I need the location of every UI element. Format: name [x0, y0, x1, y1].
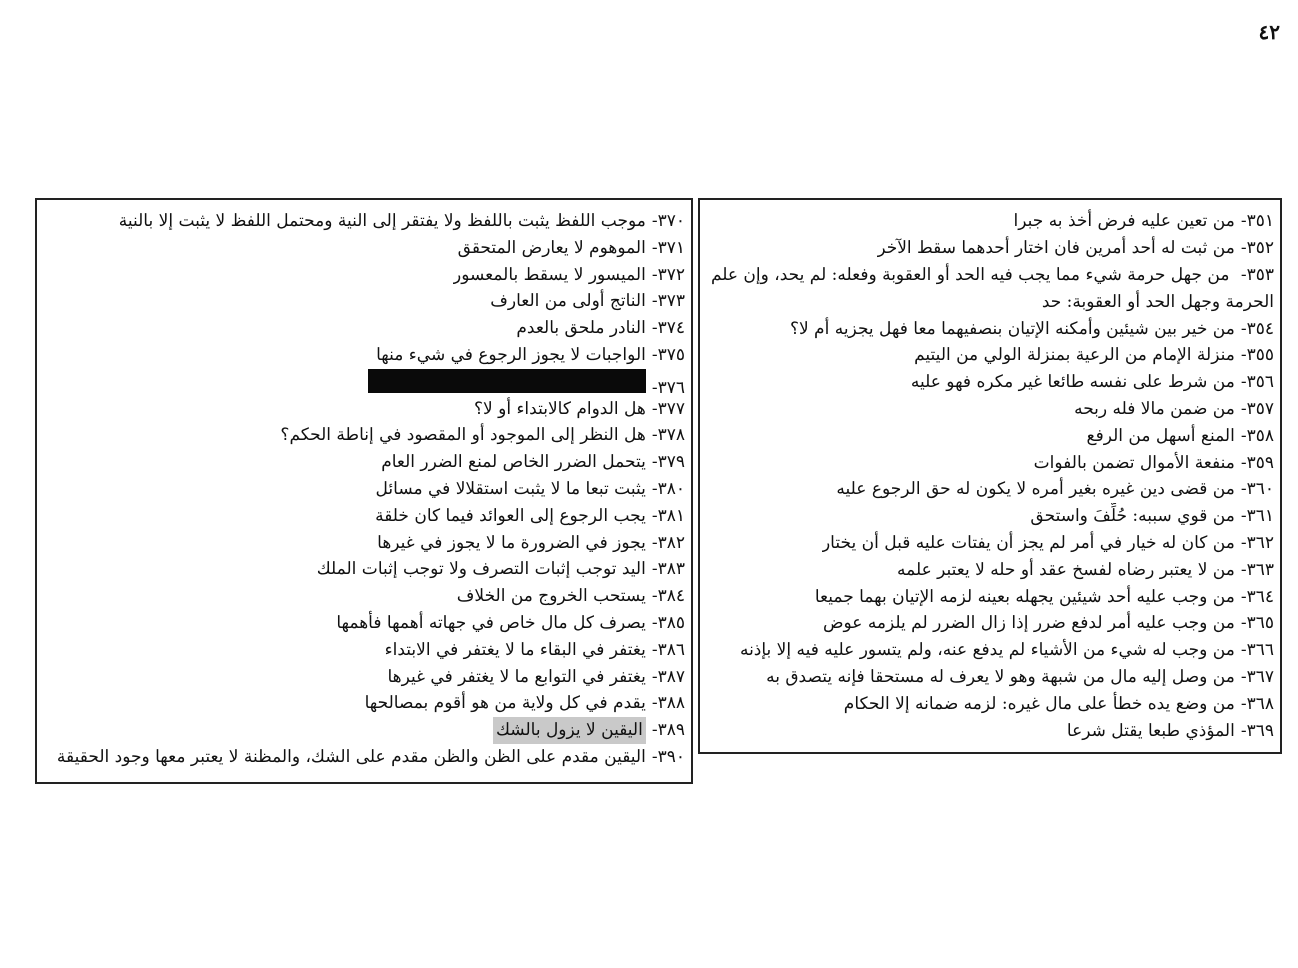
item-text: منزلة الإمام من الرعية بمنزلة الولي من اليتيم: [914, 345, 1235, 366]
list-item: [704, 450, 1274, 477]
item-text: موجب اللفظ يثبت باللفظ ولا يفتقر إلى النية ومحتمل اللفظ لا يثبت إلا بالنية: [118, 211, 646, 231]
item-number: ٣٧٦-: [651, 377, 685, 398]
item-number: ٣٦٩-: [1240, 720, 1274, 741]
item-text: الميسور لا يسقط بالمعسور: [453, 264, 646, 285]
item-number: ٣٨٥-: [651, 612, 685, 633]
item-number: ٣٥٢-: [1240, 237, 1274, 258]
item-text: من ثبت له أحد أمرين فان اختار أحدهما سقط الآخر: [877, 237, 1235, 258]
item-number: ٣٥٥-: [1240, 345, 1274, 366]
list-item: [704, 476, 1274, 503]
list-item: [41, 690, 685, 717]
list-item: [41, 744, 685, 771]
list-item: [704, 208, 1274, 235]
item-text: من شرط على نفسه طائعا غير مكره فهو عليه: [910, 372, 1235, 393]
list-item: [704, 316, 1274, 343]
list-item: [41, 288, 685, 315]
list-item: [704, 610, 1274, 637]
list-item: [41, 369, 685, 396]
item-number: ٣٦٨-: [1240, 693, 1274, 714]
item-text: من وضع يده خطأ على مال غيره: لزمه ضمانه إلا الحكام: [843, 693, 1235, 714]
item-text: من جهل حرمة شيء مما يجب فيه الحد أو العقوبة وفعله: لم يحد، وإن علم الحرمة وجهل الحد أو العقوبة: حد: [710, 264, 1274, 312]
list-item: [704, 369, 1274, 396]
list-item: [704, 637, 1274, 664]
list-item: [704, 691, 1274, 718]
item-number: ٣٦٢-: [1240, 532, 1274, 553]
item-number: ٣٨٩-: [651, 720, 685, 741]
item-text: منفعة الأموال تضمن بالفوات: [1033, 452, 1235, 473]
rules-box-right: [698, 198, 1282, 754]
item-number: ٣٧٩-: [651, 452, 685, 473]
list-item: [41, 610, 685, 637]
item-number: ٣٧٧-: [651, 398, 685, 419]
item-number: ٣٥٩-: [1240, 452, 1274, 473]
item-text: هل الدوام كالابتداء أو لا؟: [473, 398, 646, 419]
list-item: [704, 530, 1274, 557]
item-number: ٣٧٢-: [651, 264, 685, 285]
item-text: الواجبات لا يجوز الرجوع في شيء منها: [376, 344, 646, 365]
item-number: ٣٨٠-: [651, 478, 685, 499]
item-text: من ضمن مالا فله ربحه: [1074, 398, 1235, 419]
item-number: ٣٦٧-: [1240, 666, 1274, 687]
item-number: ٣٥٣-: [1240, 264, 1274, 285]
list-item: [41, 422, 685, 449]
list-item: [41, 503, 685, 530]
item-number: ٣٨٣-: [651, 559, 685, 580]
item-text: يقدم في كل ولاية من هو أقوم بمصالحها: [364, 693, 646, 714]
list-item: [704, 423, 1274, 450]
list-item: [704, 235, 1274, 262]
item-number: ٣٩٠-: [651, 746, 685, 767]
item-text: المؤذي طبعا يقتل شرعا: [1066, 720, 1235, 741]
item-text: يثبت تبعا ما لا يثبت استقلالا في مسائل: [375, 478, 646, 499]
item-number: ٣٥٦-: [1240, 372, 1274, 393]
item-text: يجوز في الضرورة ما لا يجوز في غيرها: [377, 532, 646, 553]
list-item: [41, 315, 685, 342]
list-item: [41, 342, 685, 369]
list-item: [41, 208, 685, 235]
list-item: [41, 556, 685, 583]
item-text: يتحمل الضرر الخاص لمنع الضرر العام: [381, 452, 646, 473]
item-text: هل النظر إلى الموجود أو المقصود في إناطة الحكم؟: [280, 425, 646, 446]
item-text: من قضى دين غيره بغير أمره لا يكون له حق الرجوع عليه: [836, 479, 1235, 500]
item-number: ٣٥٧-: [1240, 398, 1274, 419]
item-number: ٣٥١-: [1240, 211, 1274, 231]
item-number: ٣٦٦-: [1240, 640, 1274, 661]
list-item: [704, 262, 1274, 316]
item-number: ٣٨١-: [651, 505, 685, 526]
item-text: اليد توجب إثبات التصرف ولا توجب إثبات الملك: [316, 559, 646, 580]
list-item: [41, 476, 685, 503]
item-number: ٣٥٨-: [1240, 425, 1274, 446]
list-item: [41, 235, 685, 262]
list-item: [704, 342, 1274, 369]
item-number: ٣٧٣-: [651, 291, 685, 312]
list-item: [41, 530, 685, 557]
item-number: ٣٧١-: [651, 237, 685, 258]
item-text: من قوي سببه: حُلِّفَ واستحق: [1030, 506, 1235, 527]
item-number: ٣٦٤-: [1240, 586, 1274, 607]
item-number: ٣٨٨-: [651, 693, 685, 714]
item-text: من وجب عليه أمر لدفع ضرر إذا زال الضرر لم يلزمه عوض: [822, 613, 1235, 634]
item-number: ٣٨٤-: [651, 586, 685, 607]
list-item: [704, 503, 1274, 530]
rules-box-left: [35, 198, 693, 784]
list-item: [704, 664, 1274, 691]
item-number: ٣٨٦-: [651, 639, 685, 660]
item-text: يغتفر في التوابع ما لا يغتفر في غيرها: [387, 666, 646, 687]
list-item: [704, 584, 1274, 611]
item-number: ٣٦٥-: [1240, 613, 1274, 634]
item-number: ٣٥٤-: [1240, 318, 1274, 339]
item-number: ٣٧٨-: [651, 425, 685, 446]
list-item: [704, 396, 1274, 423]
list-item: [41, 449, 685, 476]
item-number: ٣٧٥-: [651, 344, 685, 365]
item-text: من وجب له شيء من الأشياء لم يدفع عنه، ولم يتسور عليه فيه إلا بإذنه: [739, 640, 1235, 661]
item-text: يستحب الخروج من الخلاف: [456, 586, 646, 607]
item-text: من وصل إليه مال من شبهة وهو لا يعرف له مستحقا فإنه يتصدق به: [766, 666, 1235, 687]
list-item: [41, 717, 685, 744]
list-item: [41, 664, 685, 691]
item-text: النادر ملحق بالعدم: [516, 318, 646, 339]
list-item: [41, 583, 685, 610]
item-number: ٣٧٤-: [651, 318, 685, 339]
item-number: ٣٦١-: [1240, 506, 1274, 527]
list-item: [704, 557, 1274, 584]
item-text: من لا يعتبر رضاه لفسخ عقد أو حله لا يعتبر علمه: [897, 559, 1235, 580]
list-item: [41, 637, 685, 664]
item-text: يجب الرجوع إلى العوائد فيما كان خلقة: [375, 505, 646, 526]
item-number: ٣٨٧-: [651, 666, 685, 687]
page-number: ٤٢: [1258, 20, 1280, 44]
highlighted-item-text: اليقين لا يزول بالشك: [493, 717, 646, 744]
item-text: من خير بين شيئين وأمكنه الإتيان بنصفيهما معا فهل يجزيه أم لا؟: [789, 318, 1235, 339]
item-text: الناتج أولى من العارف: [490, 291, 646, 312]
item-number: ٣٧٠-: [651, 211, 685, 231]
item-text: يغتفر في البقاء ما لا يغتفر في الابتداء: [384, 639, 646, 660]
redaction-bar: [368, 369, 646, 393]
item-text: من كان له خيار في أمر لم يجز أن يفتات عليه قبل أن يختار: [821, 532, 1235, 553]
item-text: الموهوم لا يعارض المتحقق: [457, 237, 646, 258]
item-text: من تعين عليه فرض أخذ به جبرا: [1013, 211, 1235, 231]
item-number: ٣٦٠-: [1240, 479, 1274, 500]
item-number: ٣٦٣-: [1240, 559, 1274, 580]
item-number: ٣٨٢-: [651, 532, 685, 553]
item-text: اليقين مقدم على الظن والظن مقدم على الشك، والمظنة لا يعتبر معها وجود الحقيقة: [56, 746, 646, 767]
list-item: [41, 396, 685, 423]
item-text: المنع أسهل من الرفع: [1086, 425, 1235, 446]
list-item: [704, 718, 1274, 745]
item-text: من وجب عليه أحد شيئين يجهله بعينه لزمه الإتيان بهما جميعا: [814, 586, 1235, 607]
item-text: يصرف كل مال خاص في جهاته أهمها فأهمها: [336, 612, 646, 633]
list-item: [41, 262, 685, 289]
